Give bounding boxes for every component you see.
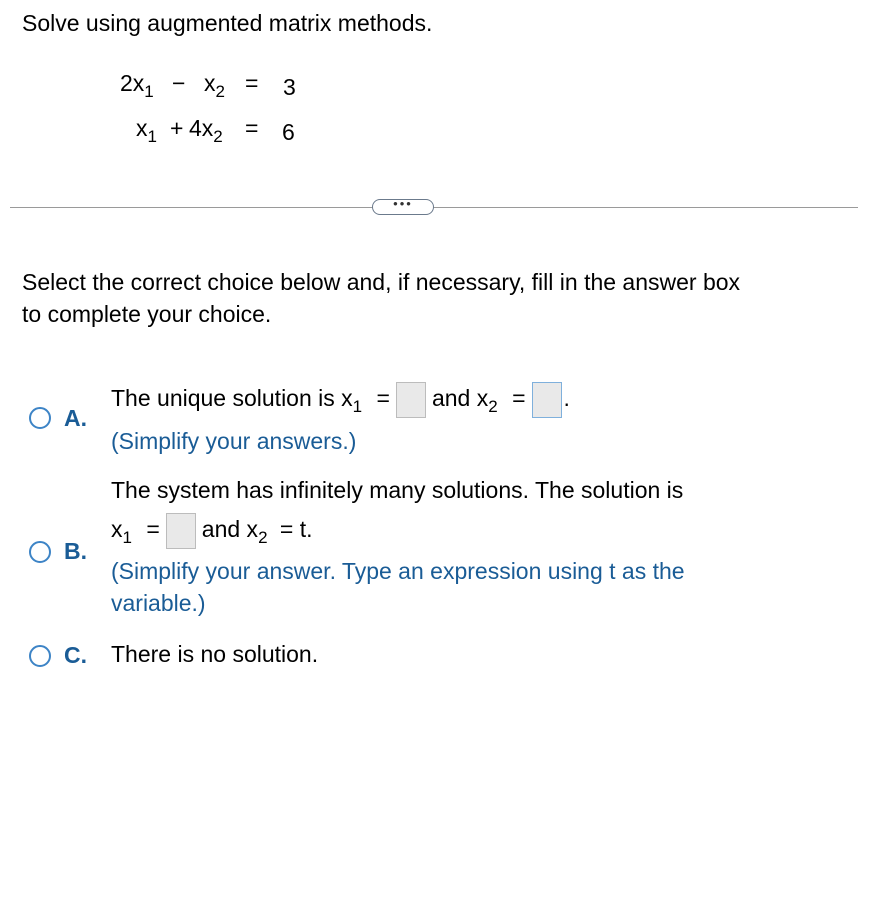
option-b-x1-answer-box[interactable]: [166, 513, 196, 549]
option-b-hint-line-1: (Simplify your answer. Type an expression using t as the: [111, 558, 685, 584]
more-options-button[interactable]: •••: [372, 199, 434, 215]
option-c-letter: C.: [64, 642, 87, 668]
equation-1-term-b: $x_2$: [204, 70, 225, 101]
option-b-hint-line-2: variable.): [111, 590, 206, 616]
option-a-statement: The unique solution is $x_1$ = and $x_2$ = .: [111, 380, 570, 418]
option-a-radio[interactable]: [29, 407, 51, 429]
option-a-letter: A.: [64, 405, 87, 431]
option-c-text: There is no solution.: [111, 641, 319, 667]
option-a-text: The unique solution is x: [111, 385, 353, 411]
equation-1-rhs: 3: [283, 74, 296, 100]
equation-2-operator: +: [170, 115, 184, 141]
option-b-statement: $x_1$ = and $x_2 = t$.: [111, 511, 313, 549]
equation-1-operator: −: [172, 70, 186, 96]
option-b-line-1: The system has infinitely many solutions. The solution is: [111, 477, 684, 503]
option-a-x2-answer-box[interactable]: [532, 382, 562, 418]
prompt-line-2: to complete your choice.: [22, 301, 272, 327]
option-c-radio[interactable]: [29, 645, 51, 667]
equation-1-equals: =: [245, 70, 259, 96]
equation-2-equals: =: [245, 115, 259, 141]
option-a-x1-answer-box[interactable]: [396, 382, 426, 418]
option-b-letter: B.: [64, 538, 87, 564]
prompt-line-1: Select the correct choice below and, if necessary, fill in the answer box: [22, 269, 741, 295]
option-b-radio[interactable]: [29, 541, 51, 563]
equation-2-rhs: 6: [282, 119, 295, 145]
equation-1-term-a: $2x_1$: [120, 70, 154, 101]
instruction-text: Solve using augmented matrix methods.: [22, 10, 433, 36]
equation-2-term-b: $4x_2$: [189, 115, 223, 146]
option-a-hint: (Simplify your answers.): [111, 428, 357, 454]
equation-2-term-a: $x_1$: [136, 115, 157, 146]
section-divider: [10, 207, 858, 208]
